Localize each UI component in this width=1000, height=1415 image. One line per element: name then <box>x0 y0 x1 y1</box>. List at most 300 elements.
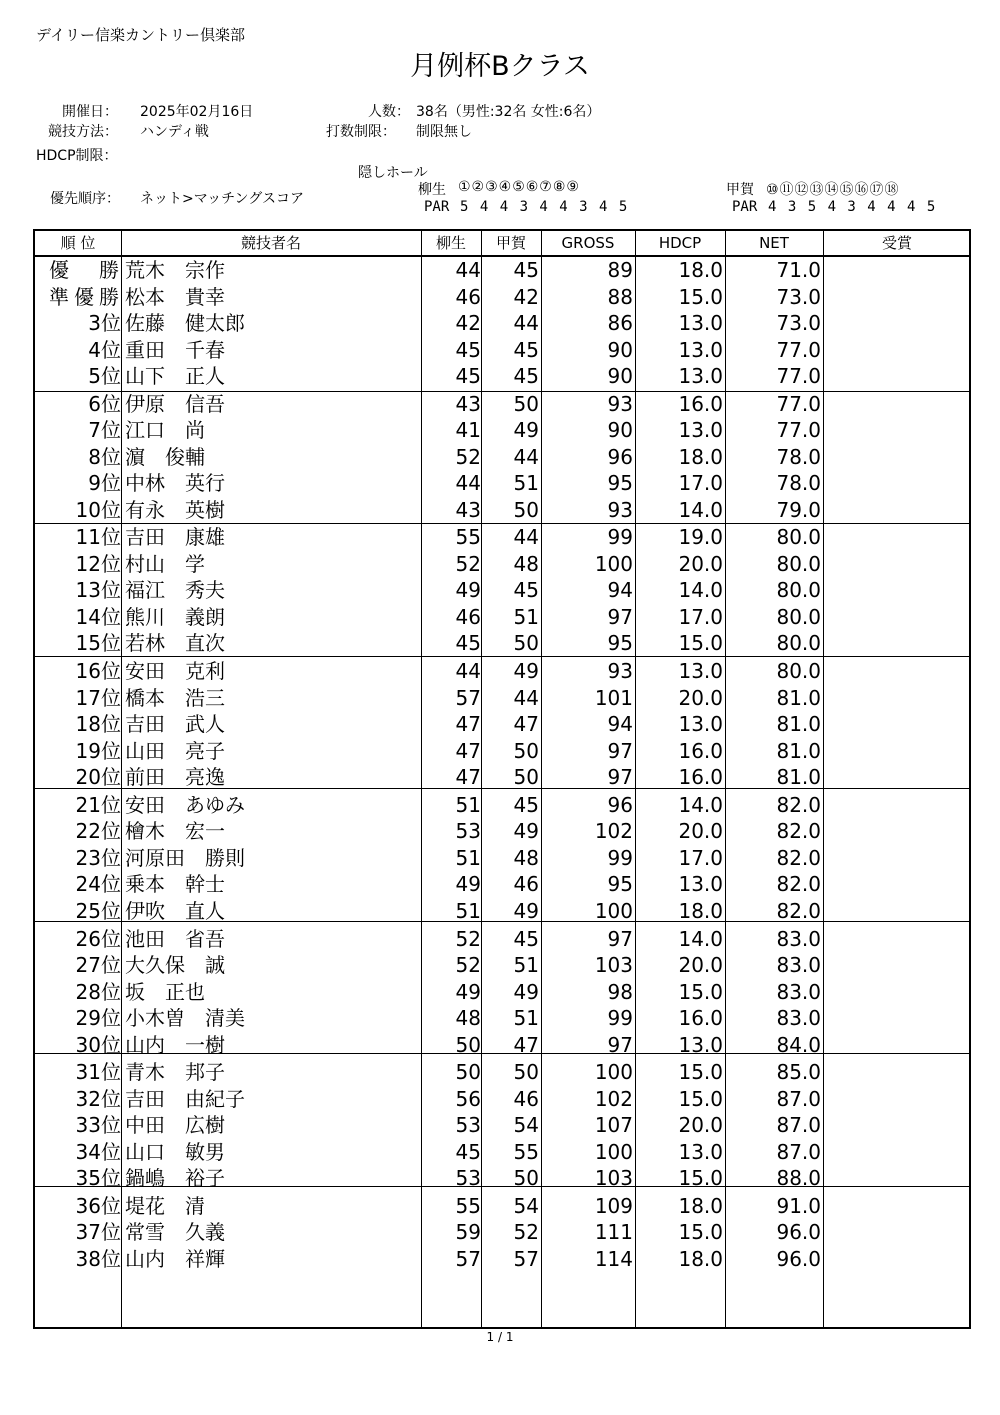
row-name: 常雪 久義 <box>125 1220 225 1245</box>
row-hdcp: 20.0 <box>678 953 723 977</box>
header-gross: GROSS <box>561 234 615 252</box>
row-net: 81.0 <box>776 738 821 763</box>
row-rank: 準優勝 <box>49 284 119 309</box>
row-hdcp: 13.0 <box>678 872 723 897</box>
row-net: 96.0 <box>776 1220 821 1245</box>
row-rank: 22位 <box>75 819 121 844</box>
row-net: 91.0 <box>776 1193 821 1218</box>
row-in-score: 42 <box>513 284 539 309</box>
club-name: デイリー信楽カントリー倶楽部 <box>36 26 245 44</box>
row-out-score: 46 <box>455 604 481 629</box>
in-course-holes: ⑩⑪⑫⑬⑭⑮⑯⑰⑱ <box>766 182 900 198</box>
row-gross: 103 <box>594 1166 633 1191</box>
out-course-name: 柳生 <box>418 182 446 198</box>
row-in-score: 45 <box>513 364 539 388</box>
row-hdcp: 16.0 <box>678 765 723 790</box>
row-net: 77.0 <box>776 391 821 416</box>
row-net: 85.0 <box>776 1060 821 1085</box>
row-hdcp: 15.0 <box>678 1086 723 1111</box>
row-net: 80.0 <box>776 525 821 550</box>
row-hdcp: 13.0 <box>678 418 723 443</box>
row-name: 濵 俊輔 <box>125 444 205 469</box>
row-out-score: 47 <box>455 765 481 790</box>
row-gross: 100 <box>594 1139 633 1164</box>
in-par-values: 4 3 5 4 3 4 4 4 5 <box>768 199 936 215</box>
row-rank: 23位 <box>75 845 121 870</box>
row-name: 檜木 宏一 <box>125 819 225 844</box>
row-in-score: 51 <box>513 953 539 977</box>
row-gross: 90 <box>607 337 633 362</box>
table-row <box>35 551 969 577</box>
row-net: 81.0 <box>776 685 821 710</box>
in-par-label: PAR <box>732 199 758 215</box>
row-rank: 16位 <box>75 659 121 684</box>
row-hdcp: 13.0 <box>678 337 723 362</box>
row-name: 山下 正人 <box>125 364 225 388</box>
row-gross: 93 <box>607 391 633 416</box>
row-gross: 102 <box>594 819 633 844</box>
row-gross: 107 <box>594 1113 633 1138</box>
row-hdcp: 15.0 <box>678 1060 723 1085</box>
out-course-holes: ①②③④⑤⑥⑦⑧⑨ <box>458 179 580 195</box>
row-in-score: 54 <box>513 1113 539 1138</box>
row-gross: 95 <box>607 872 633 897</box>
row-in-score: 49 <box>513 898 539 923</box>
row-in-score: 44 <box>513 311 539 335</box>
page-number: 1 / 1 <box>486 1330 514 1344</box>
row-name: 鍋嶋 裕子 <box>125 1166 225 1191</box>
row-hdcp: 18.0 <box>678 444 723 469</box>
header-rank: 順 位 <box>60 234 96 252</box>
stroke-limit-label: 打数制限： <box>326 124 396 140</box>
row-hdcp: 20.0 <box>678 1113 723 1138</box>
row-rank: 24位 <box>75 872 121 897</box>
table-row <box>35 257 969 283</box>
row-name: 若林 直次 <box>125 631 225 656</box>
table-row <box>35 845 969 871</box>
row-in-score: 44 <box>513 685 539 710</box>
row-hdcp: 14.0 <box>678 497 723 522</box>
row-name: 中田 広樹 <box>125 1113 225 1138</box>
hdcp-limit-label: HDCP制限： <box>36 148 118 164</box>
row-in-score: 49 <box>513 418 539 443</box>
row-hdcp: 13.0 <box>678 1032 723 1057</box>
table-header <box>35 231 969 257</box>
row-gross: 99 <box>607 1006 633 1030</box>
table-row <box>35 979 969 1005</box>
row-in-score: 50 <box>513 631 539 656</box>
row-rank: 3位 <box>88 311 121 335</box>
row-name: 大久保 誠 <box>125 953 225 977</box>
row-out-score: 59 <box>455 1220 481 1245</box>
row-rank: 17位 <box>75 685 121 710</box>
row-rank: 7位 <box>88 418 121 443</box>
method-value: ハンディ戦 <box>140 124 209 140</box>
row-out-score: 57 <box>455 685 481 710</box>
row-hdcp: 19.0 <box>678 525 723 550</box>
row-rank: 13位 <box>75 578 121 603</box>
row-in-score: 49 <box>513 659 539 684</box>
page-title: 月例杯Bクラス <box>410 51 590 82</box>
group-separator <box>35 1186 969 1187</box>
row-rank: 14位 <box>75 604 121 629</box>
row-gross: 96 <box>607 792 633 817</box>
results-table <box>33 229 971 1329</box>
row-net: 77.0 <box>776 418 821 443</box>
method-label: 競技方法： <box>48 124 118 140</box>
row-in-score: 47 <box>513 712 539 737</box>
row-rank: 29位 <box>75 1006 121 1030</box>
group-separator <box>35 921 969 922</box>
date-label: 開催日： <box>62 104 118 120</box>
row-net: 83.0 <box>776 1006 821 1030</box>
row-in-score: 50 <box>513 1166 539 1191</box>
row-gross: 102 <box>594 1086 633 1111</box>
date-value: 2025年02月16日 <box>140 104 254 120</box>
row-name: 吉田 康雄 <box>125 525 225 550</box>
row-gross: 97 <box>607 1032 633 1057</box>
row-net: 80.0 <box>776 631 821 656</box>
row-rank: 11位 <box>75 525 121 550</box>
row-name: 安田 克利 <box>125 659 225 684</box>
table-row <box>35 926 969 952</box>
row-hdcp: 14.0 <box>678 578 723 603</box>
row-gross: 97 <box>607 738 633 763</box>
row-out-score: 44 <box>455 659 481 684</box>
row-name: 堤花 清 <box>125 1193 205 1218</box>
row-in-score: 48 <box>513 845 539 870</box>
row-in-score: 50 <box>513 765 539 790</box>
row-rank: 34位 <box>75 1139 121 1164</box>
row-hdcp: 18.0 <box>678 1246 723 1271</box>
row-in-score: 45 <box>513 258 539 282</box>
row-in-score: 57 <box>513 1246 539 1271</box>
row-gross: 93 <box>607 497 633 522</box>
row-out-score: 43 <box>455 391 481 416</box>
row-net: 83.0 <box>776 979 821 1004</box>
row-name: 坂 正也 <box>125 979 205 1004</box>
row-name: 山内 祥輝 <box>125 1246 225 1271</box>
row-out-score: 53 <box>455 1113 481 1138</box>
row-net: 82.0 <box>776 792 821 817</box>
row-out-score: 41 <box>455 418 481 443</box>
row-out-score: 47 <box>455 738 481 763</box>
row-gross: 97 <box>607 926 633 951</box>
row-hdcp: 17.0 <box>678 471 723 496</box>
table-row <box>35 792 969 818</box>
table-row <box>35 1193 969 1219</box>
row-out-score: 42 <box>455 311 481 335</box>
row-out-score: 56 <box>455 1086 481 1111</box>
table-row <box>35 952 969 978</box>
row-net: 80.0 <box>776 659 821 684</box>
table-row <box>35 658 969 684</box>
row-hdcp: 18.0 <box>678 898 723 923</box>
row-out-score: 43 <box>455 497 481 522</box>
row-out-score: 52 <box>455 926 481 951</box>
hidden-holes-label: 隠しホール <box>358 165 428 181</box>
row-gross: 95 <box>607 631 633 656</box>
row-net: 73.0 <box>776 284 821 309</box>
row-net: 82.0 <box>776 872 821 897</box>
row-out-score: 55 <box>455 525 481 550</box>
row-hdcp: 16.0 <box>678 738 723 763</box>
table-row <box>35 337 969 363</box>
row-gross: 88 <box>607 284 633 309</box>
row-name: 福江 秀夫 <box>125 578 225 603</box>
row-name: 山口 敏男 <box>125 1139 225 1164</box>
row-rank: 6位 <box>88 391 121 416</box>
row-rank: 35位 <box>75 1166 121 1191</box>
row-name: 伊吹 直人 <box>125 898 225 923</box>
row-name: 佐藤 健太郎 <box>125 311 245 335</box>
table-row <box>35 470 969 496</box>
row-net: 88.0 <box>776 1166 821 1191</box>
table-row <box>35 871 969 897</box>
group-separator <box>35 656 969 657</box>
row-out-score: 50 <box>455 1032 481 1057</box>
row-gross: 97 <box>607 765 633 790</box>
row-in-score: 50 <box>513 1060 539 1085</box>
row-hdcp: 20.0 <box>678 551 723 576</box>
priority-value: ネット>マッチングスコア <box>140 191 305 207</box>
header-in: 甲賀 <box>495 234 526 252</box>
table-row <box>35 818 969 844</box>
row-net: 77.0 <box>776 337 821 362</box>
row-in-score: 45 <box>513 578 539 603</box>
row-hdcp: 15.0 <box>678 284 723 309</box>
row-name: 荒木 宗作 <box>125 258 225 282</box>
row-net: 82.0 <box>776 898 821 923</box>
row-net: 73.0 <box>776 311 821 335</box>
row-out-score: 57 <box>455 1246 481 1271</box>
row-out-score: 45 <box>455 337 481 362</box>
row-hdcp: 15.0 <box>678 1220 723 1245</box>
row-hdcp: 14.0 <box>678 926 723 951</box>
row-rank: 32位 <box>75 1086 121 1111</box>
row-hdcp: 15.0 <box>678 979 723 1004</box>
row-gross: 95 <box>607 471 633 496</box>
row-name: 松本 貴幸 <box>125 284 225 309</box>
row-rank: 4位 <box>88 337 121 362</box>
row-rank: 36位 <box>75 1193 121 1218</box>
row-hdcp: 13.0 <box>678 659 723 684</box>
row-rank: 38位 <box>75 1246 121 1271</box>
row-rank: 15位 <box>75 631 121 656</box>
row-name: 江口 尚 <box>125 418 205 443</box>
row-out-score: 44 <box>455 471 481 496</box>
row-name: 乗本 幹士 <box>125 872 225 897</box>
row-net: 77.0 <box>776 364 821 388</box>
row-net: 82.0 <box>776 819 821 844</box>
table-row <box>35 444 969 470</box>
row-gross: 90 <box>607 364 633 388</box>
row-hdcp: 16.0 <box>678 391 723 416</box>
row-name: 吉田 由紀子 <box>125 1086 245 1111</box>
row-rank: 8位 <box>88 444 121 469</box>
row-name: 河原田 勝則 <box>125 845 245 870</box>
row-gross: 114 <box>594 1246 633 1271</box>
table-row <box>35 284 969 310</box>
row-in-score: 48 <box>513 551 539 576</box>
row-hdcp: 13.0 <box>678 1139 723 1164</box>
header-net: NET <box>759 234 789 252</box>
row-net: 79.0 <box>776 497 821 522</box>
row-rank: 10位 <box>75 497 121 522</box>
table-row <box>35 604 969 630</box>
in-course-name: 甲賀 <box>726 182 754 198</box>
stroke-limit-value: 制限無し <box>416 124 472 140</box>
row-out-score: 53 <box>455 819 481 844</box>
row-hdcp: 17.0 <box>678 845 723 870</box>
row-net: 71.0 <box>776 258 821 282</box>
row-gross: 100 <box>594 898 633 923</box>
row-hdcp: 15.0 <box>678 631 723 656</box>
row-in-score: 44 <box>513 444 539 469</box>
row-out-score: 51 <box>455 792 481 817</box>
row-rank: 26位 <box>75 926 121 951</box>
row-out-score: 52 <box>455 444 481 469</box>
row-net: 87.0 <box>776 1139 821 1164</box>
table-row <box>35 738 969 764</box>
row-out-score: 47 <box>455 712 481 737</box>
row-gross: 93 <box>607 659 633 684</box>
out-par-label: PAR <box>424 199 450 215</box>
row-out-score: 53 <box>455 1166 481 1191</box>
row-hdcp: 13.0 <box>678 712 723 737</box>
header-out: 柳生 <box>435 234 466 252</box>
table-row <box>35 524 969 550</box>
row-gross: 86 <box>607 311 633 335</box>
priority-label: 優先順序： <box>50 191 120 207</box>
row-in-score: 55 <box>513 1139 539 1164</box>
table-row <box>35 391 969 417</box>
row-name: 重田 千春 <box>125 337 225 362</box>
row-hdcp: 16.0 <box>678 1006 723 1030</box>
row-rank: 30位 <box>75 1032 121 1057</box>
row-gross: 94 <box>607 578 633 603</box>
row-out-score: 55 <box>455 1193 481 1218</box>
row-name: 伊原 信吾 <box>125 391 225 416</box>
row-net: 81.0 <box>776 712 821 737</box>
row-out-score: 51 <box>455 898 481 923</box>
row-name: 橋本 浩三 <box>125 685 225 710</box>
row-in-score: 50 <box>513 738 539 763</box>
row-hdcp: 14.0 <box>678 792 723 817</box>
row-gross: 109 <box>594 1193 633 1218</box>
row-rank: 31位 <box>75 1060 121 1085</box>
row-out-score: 52 <box>455 551 481 576</box>
row-out-score: 52 <box>455 953 481 977</box>
row-net: 83.0 <box>776 953 821 977</box>
row-out-score: 49 <box>455 578 481 603</box>
row-gross: 103 <box>594 953 633 977</box>
row-out-score: 46 <box>455 284 481 309</box>
players-label: 人数： <box>368 104 410 120</box>
row-rank: 21位 <box>75 792 121 817</box>
row-rank: 25位 <box>75 898 121 923</box>
table-row <box>35 1059 969 1085</box>
row-out-score: 49 <box>455 872 481 897</box>
out-par-values: 5 4 4 3 4 4 3 4 5 <box>460 199 628 215</box>
row-out-score: 51 <box>455 845 481 870</box>
row-hdcp: 15.0 <box>678 1166 723 1191</box>
row-out-score: 45 <box>455 364 481 388</box>
row-in-score: 54 <box>513 1193 539 1218</box>
table-row <box>35 363 969 389</box>
table-row <box>35 1112 969 1138</box>
row-in-score: 49 <box>513 819 539 844</box>
row-in-score: 51 <box>513 604 539 629</box>
row-out-score: 48 <box>455 1006 481 1030</box>
header-hdcp: HDCP <box>658 234 702 252</box>
row-hdcp: 13.0 <box>678 311 723 335</box>
row-rank: 9位 <box>88 471 121 496</box>
row-out-score: 49 <box>455 979 481 1004</box>
row-gross: 97 <box>607 604 633 629</box>
row-hdcp: 17.0 <box>678 604 723 629</box>
row-rank: 33位 <box>75 1113 121 1138</box>
table-row <box>35 685 969 711</box>
row-rank: 37位 <box>75 1220 121 1245</box>
row-name: 小木曽 清美 <box>125 1006 245 1030</box>
row-name: 山内 一樹 <box>125 1032 225 1057</box>
table-row <box>35 1219 969 1245</box>
row-net: 80.0 <box>776 604 821 629</box>
row-name: 池田 省吾 <box>125 926 225 951</box>
table-row <box>35 417 969 443</box>
row-in-score: 45 <box>513 337 539 362</box>
row-rank: 優勝 <box>49 258 119 282</box>
row-in-score: 50 <box>513 391 539 416</box>
row-net: 78.0 <box>776 444 821 469</box>
table-row <box>35 310 969 336</box>
group-separator <box>35 788 969 789</box>
row-in-score: 51 <box>513 471 539 496</box>
row-hdcp: 18.0 <box>678 258 723 282</box>
row-gross: 100 <box>594 551 633 576</box>
group-separator <box>35 1053 969 1054</box>
row-net: 83.0 <box>776 926 821 951</box>
row-in-score: 46 <box>513 1086 539 1111</box>
row-name: 村山 学 <box>125 551 205 576</box>
header-name: 競技者名 <box>240 234 301 252</box>
row-name: 熊川 義朗 <box>125 604 225 629</box>
row-rank: 27位 <box>75 953 121 977</box>
table-row <box>35 1165 969 1191</box>
row-gross: 94 <box>607 712 633 737</box>
row-net: 96.0 <box>776 1246 821 1271</box>
row-name: 安田 あゆみ <box>125 792 245 817</box>
row-out-score: 45 <box>455 631 481 656</box>
row-gross: 111 <box>594 1220 633 1245</box>
row-out-score: 50 <box>455 1060 481 1085</box>
table-row <box>35 1139 969 1165</box>
row-gross: 99 <box>607 525 633 550</box>
row-in-score: 49 <box>513 979 539 1004</box>
row-rank: 12位 <box>75 551 121 576</box>
table-row <box>35 711 969 737</box>
row-in-score: 47 <box>513 1032 539 1057</box>
row-gross: 99 <box>607 845 633 870</box>
table-row <box>35 764 969 790</box>
row-name: 山田 亮子 <box>125 738 225 763</box>
row-gross: 89 <box>607 258 633 282</box>
row-net: 80.0 <box>776 551 821 576</box>
row-hdcp: 13.0 <box>678 364 723 388</box>
row-hdcp: 20.0 <box>678 685 723 710</box>
table-row <box>35 1246 969 1272</box>
